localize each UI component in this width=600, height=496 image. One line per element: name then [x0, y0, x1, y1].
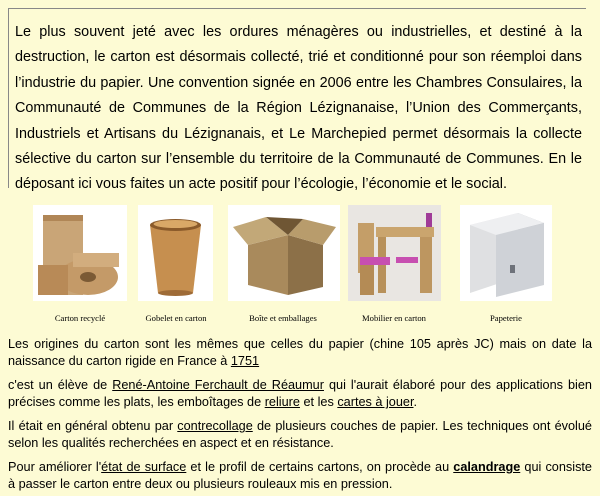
- link-contrecollage[interactable]: contrecollage: [177, 419, 253, 433]
- paragraph-contrecollage: Il était en général obtenu par contrecollage de plusieurs couches de papier. Les techniques ont évolué selon les qualités recherchées en aspect et en résistance.: [8, 419, 592, 450]
- link-calandrage[interactable]: calandrage: [453, 460, 521, 474]
- paragraph-reaumur: c'est un élève de René-Antoine Ferchault de Réaumur qui l'aurait élaboré pour des applications bien précises comme les plats, les emboîtages de reliure et les cartes à jouer.: [8, 378, 592, 409]
- link-reliure[interactable]: reliure: [264, 395, 300, 409]
- caption-stationery: Papeterie: [490, 313, 522, 323]
- recycled-cardboard-image: [33, 205, 127, 301]
- caption-boxes-packaging: Boîte et emballages: [249, 313, 317, 323]
- stationery-image: [460, 205, 552, 301]
- caption-cardboard-furniture: Mobilier en carton: [362, 313, 426, 323]
- link-reaumur[interactable]: René-Antoine Ferchault de Réaumur: [112, 378, 324, 392]
- caption-recycled-cardboard: Carton recyclé: [54, 313, 106, 323]
- product-gallery: [0, 205, 600, 325]
- paragraph-origins: Les origines du carton sont les mêmes que celles du papier (chine 105 après JC) mais on date la naissance du carton rigide en France à 1751: [8, 337, 592, 368]
- cardboard-box-image: [228, 205, 340, 301]
- paragraph-calandrage: Pour améliorer l'état de surface et le profil de certains cartons, on procède au calandrage qui consiste à passer le carton entre deux ou plusieurs rouleaux mis en pression.: [8, 460, 592, 491]
- paper-cup-image: [138, 205, 213, 301]
- link-etat-de-surface[interactable]: état de surface: [101, 460, 187, 474]
- intro-text: Le plus souvent jeté avec les ordures ménagères ou industrielles, et destiné à la destruction, le carton est désormais collecté, trié et conditionné pour son réemploi dans l’industrie du papier. Une convention signée en 2006 entre les Chambres Consulaires, la Communauté de Communes de la Région Lézignanaise, l’Union des Commerçants, Industriels et Artisans du Lézignanais, et Le Marchepied permet désormais la collecte sélective du carton sur l’ensemble du territoire de la Communauté de Communes. En le déposant ici vous faites un acte positif pour l’écologie, l’économie et le social.: [15, 24, 582, 193]
- link-1751[interactable]: 1751: [230, 354, 260, 368]
- caption-paper-cup: Gobelet en carton: [145, 313, 207, 323]
- cardboard-furniture-image: [348, 205, 441, 301]
- intro-box: [8, 8, 586, 193]
- link-cartes-a-jouer[interactable]: cartes à jouer: [337, 395, 414, 409]
